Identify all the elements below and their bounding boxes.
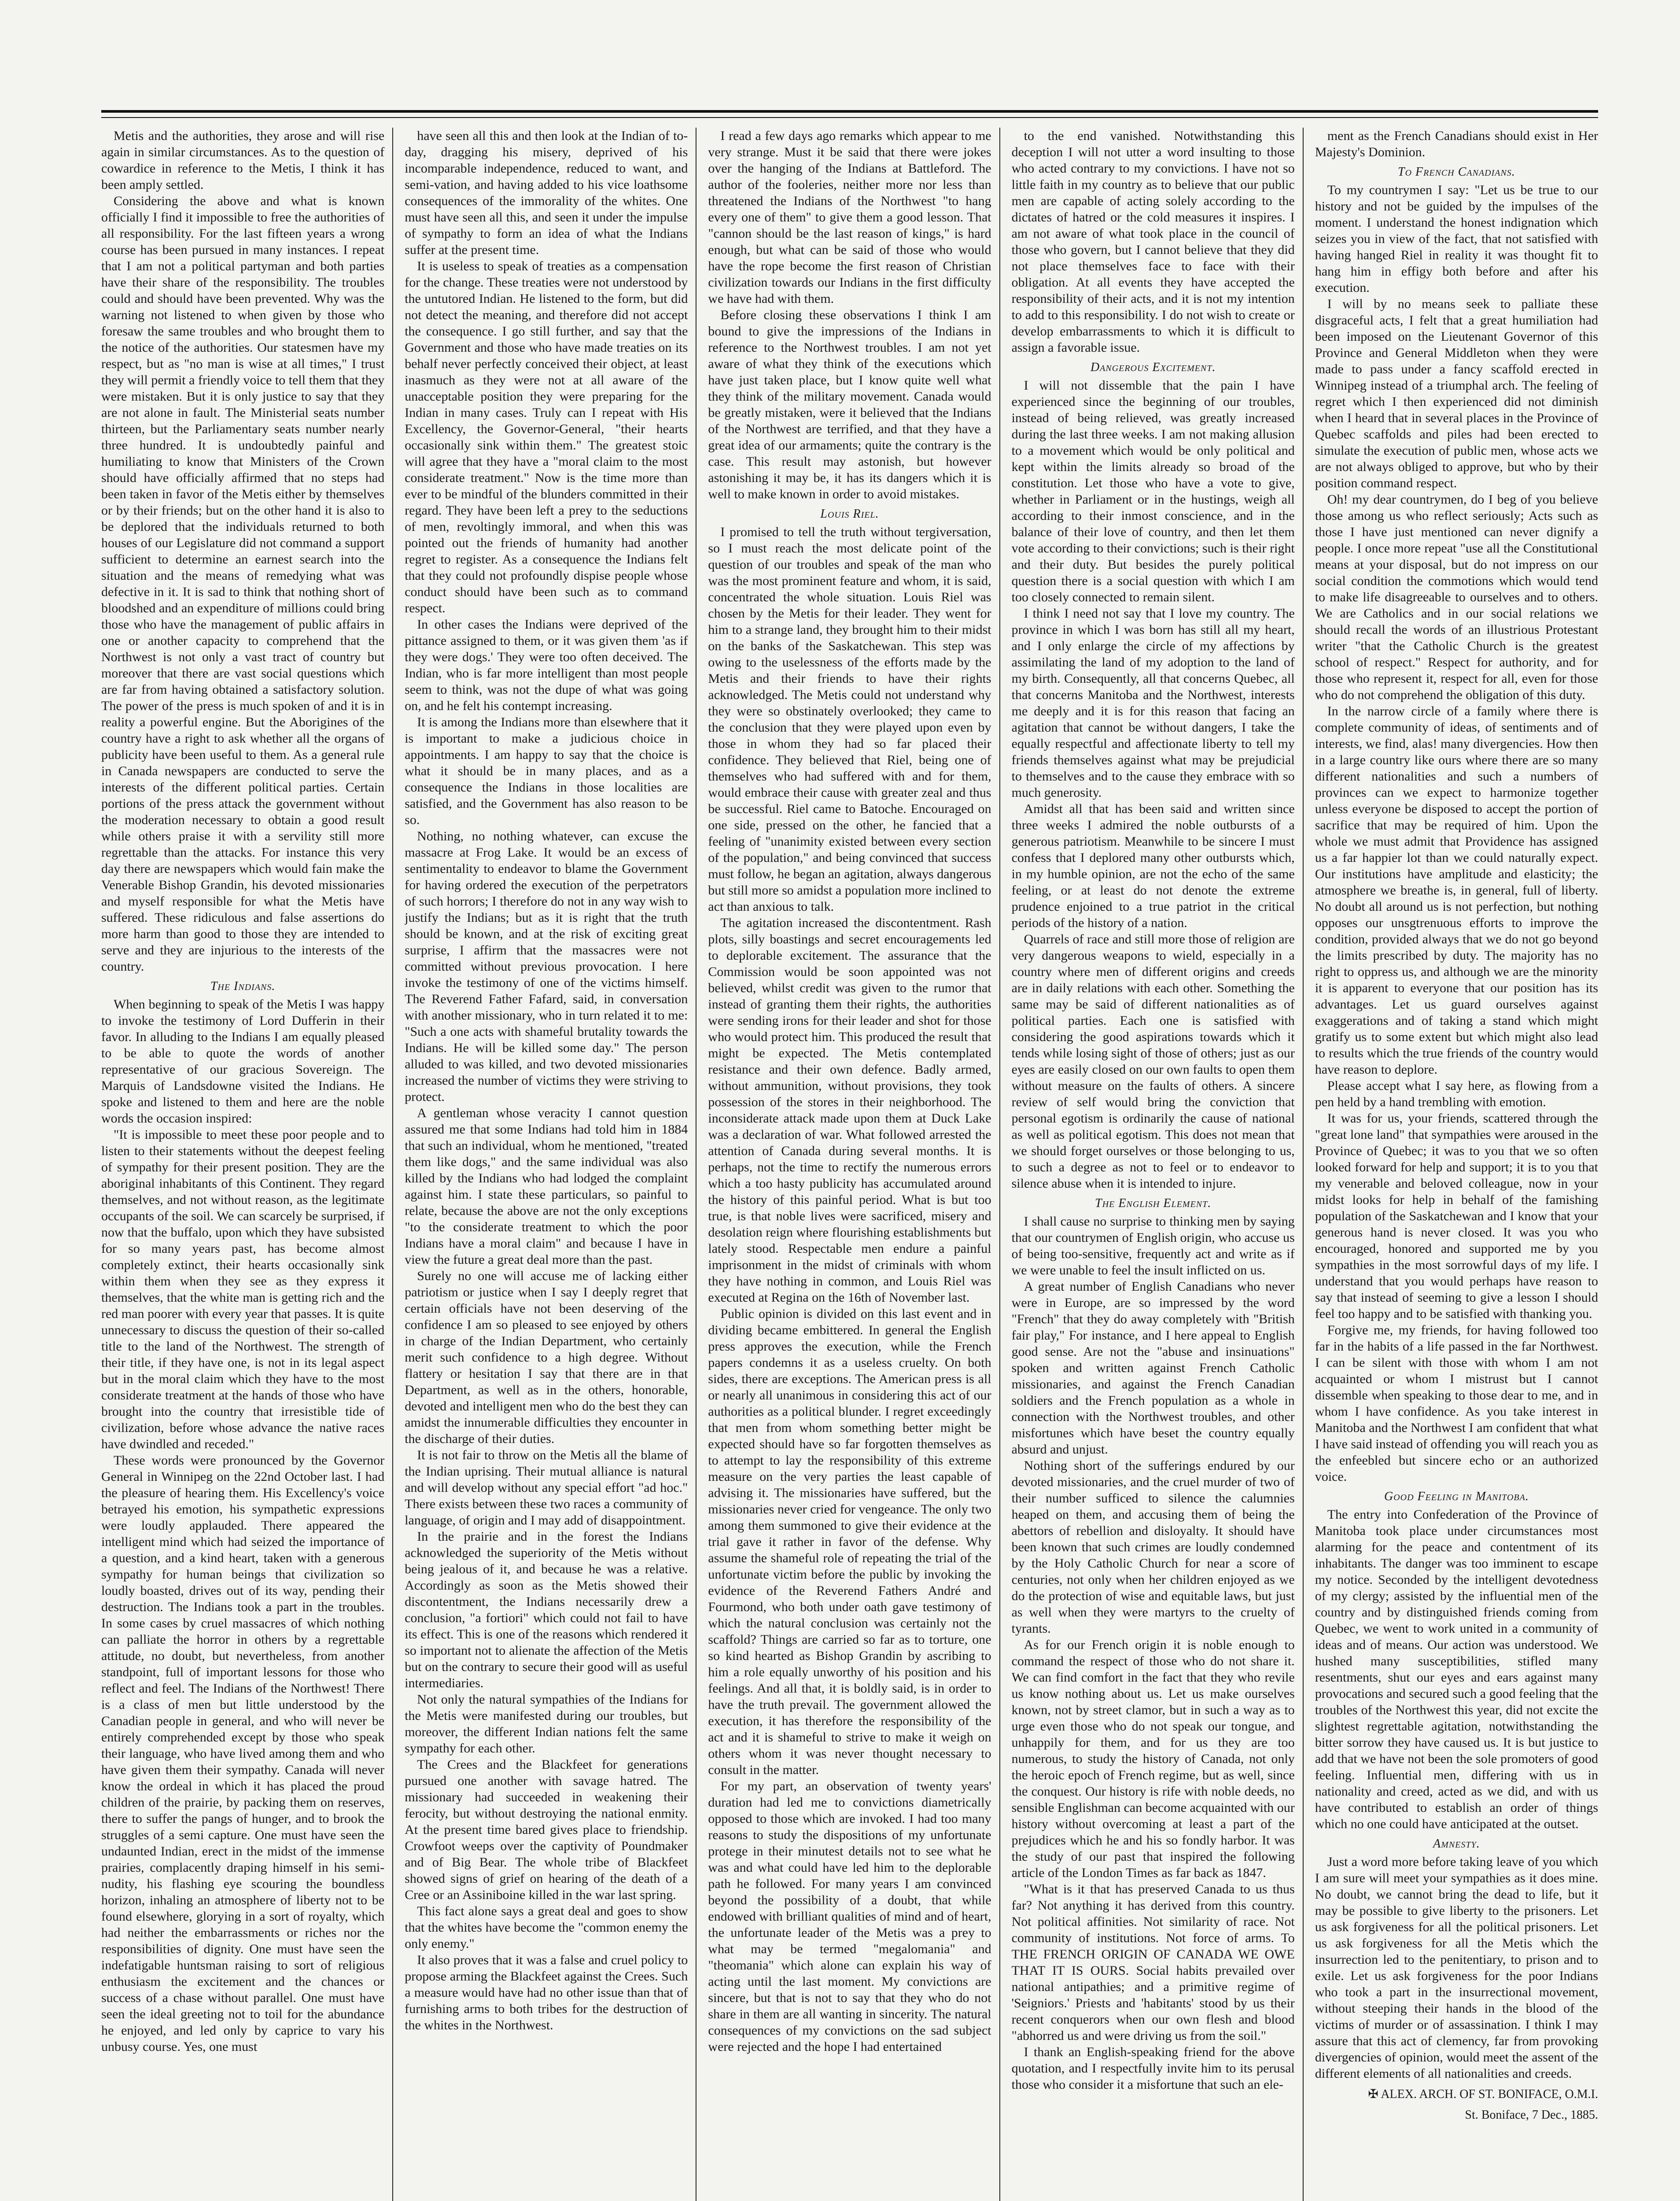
paragraph: In the narrow circle of a family where there is complete community of ideas, of sentiments and of interests, we find, alas! many divergencies. How then in a large country like ours where there are so many different nationalities and such a numbers of provinces can we expect to harmonize together unless everyone be disposed to accept the portion of sacrifice that may be required of him. Upon the whole we must admit that Providence has assigned us a far happier lot than we could naturally expect. Our institutions have amplitude and elasticity; the atmosphere we breathe is, in general, full of liberty. No doubt all around us is not perfection, but nothing opposes our unsgtrenuous efforts to improve the condition, provided always that we do not go beyond the limits prescribed by duty. The majority has no right to oppress us, and although we are the minority it is apparent to everyone that our position has its advantages. Let us guard ourselves against exaggerations and of taking a stand which might gratify us to some extent but which might also lead to results which the true friends of the country would have reason to deplore. — [1315, 704, 1599, 1077]
paragraph: This fact alone says a great deal and goes to show that the whites have become the "common enemy the only enemy." — [405, 1904, 688, 1951]
paragraph: have seen all this and then look at the Indian of to-day, dragging his misery, deprived of his incomparable independence, reduced to want, and semi-vation, and having added to his vice loathsome consequences of the immorality of the whites. One must have seen all this, and seen it under the impulse of sympathy to form an idea of what the Indians suffer at the present time. — [405, 129, 688, 257]
paragraph: Oh! my dear countrymen, do I beg of you believe those among us who reflect seriously; Acts such as those I have just mentioned can never dignify a people. I once more repeat "use all the Constitutional means at your disposal, but do not impress on our social condition the commotions which would tend to make life disagreeable to ourselves and to others. We are Catholics and in our social relations we should recall the words of an illustrious Protestant writer "that the Catholic Church is the greatest school of respect." Respect for authority, and for those who represent it, respect for all, even for those who do not comprehend the obligation of this duty. — [1315, 492, 1599, 702]
paragraph: These words were pronounced by the Governor General in Winnipeg on the 22nd October last. I had the pleasure of hearing them. His Excellency's voice betrayed his emotion, his sympathetic expressions were loudly applauded. There appeared the intelligent mind which had seized the importance of a question, and a kind heart, taken with a generous sympathy for human beings that civilization so loudly boasted, drives out of its way, pending their destruction. The Indians took a part in the troubles. In some cases by cruel massacres of which nothing can palliate the horror in others by a regrettable attitude, no doubt, but nevertheless, from another standpoint, full of important lessons for those who reflect and feel. The Indians of the Northwest! There is a class of men but little understood by the Canadian people in general, and who will never be entirely comprehended except by those who speak their language, who have lived among them and who have given them their sympathy. Canada will never know the ordeal in which it has placed the proud children of the prairie, by packing them on reserves, there to suffer the pangs of hunger, and to brook the struggles of a semi capture. One must have seen the undaunted Indian, erect in the midst of the immense prairies, complacently draping himself in his semi-nudity, his flashing eye scouring the boundless horizon, inhaling an atmosphere of liberty not to be found elsewhere, glorying in a sort of royalty, which had neither the embarrassments or riches nor the responsibilities of dignity. One must have seen the indefatigable huntsman raising to sort of religious enthusiasm the excitement and the chances or success of a chase without parallel. One must have seen the ideal greeting not to toil for the abundance he enjoyed, and led only by caprice to vary his unbusy course. Yes, one must — [101, 1453, 385, 2054]
paragraph: Public opinion is divided on this last event and in dividing became embittered. In general the English press approves the execution, while the French papers condemns it as a useless cruelty. On both sides, there are exceptions. The American press is all or nearly all unanimous in considering this act of our authorities as a political blunder. I regret exceedingly that men from whom something better might be expected should have so far forgotten themselves as to attempt to lay the responsibility of this extreme measure on the very parties the least capable of advising it. The missionaries have suffered, but the missionaries never cried for vengeance. The only two among them summoned to give their evidence at the trial gave it rather in favor of the defense. Why assume the shameful role of repeating the trial of the unfortunate victim before the public by invoking the evidence of the Reverend Fathers André and Fourmond, who both under oath gave testimony of which the natural conclusion was certainly not the scaffold? Things are carried so far as to torture, one so kind hearted as Bishop Grandin by ascribing to him a role equally unworthy of his position and his feelings. And all that, it is boldly said, is in order to have the truth prevail. The government allowed the execution, it has therefore the responsibility of the act and it is shameful to strive to make it weigh on others whom it was never thought necessary to consult in the matter. — [708, 1307, 991, 1777]
column-3 — [708, 128, 1000, 2201]
paragraph: It also proves that it was a false and cruel policy to propose arming the Blackfeet against the Crees. Such a measure would have had no other issue than that of furnishing arms to both tribes for the destruction of the whites in the Northwest. — [405, 1953, 688, 2032]
column-4 — [1012, 128, 1304, 2201]
paragraph: Surely no one will accuse me of lacking either patriotism or justice when I say I deeply regret that certain officials have not been deserving of the confidence I am so pleased to see enjoyed by others in charge of the Indian Department, who certainly merit such confidence to a high degree. Without flattery or hesitation I say that there are in that Department, as well as in the others, honorable, devoted and intelligent men who do the best they can amidst the innumerable difficulties they encounter in the discharge of their duties. — [405, 1269, 688, 1446]
paragraph: Just a word more before taking leave of you which I am sure will meet your sympathies as it does mine. No doubt, we cannot bring the dead to life, but it may be possible to give liberty to the prisoners. Let us ask forgiveness for all the political prisoners. Let us ask forgiveness for all the Metis which the insurrection led to the penitentiary, to prison and to exile. Let us ask forgiveness for the poor Indians who took a part in the insurrectional movement, without steeping their hands in the blood of the victims of murder or of assassination. I think I may assure that this act of clemency, far from provoking divergencies of opinion, would meet the assent of the different elements of all nationalities and creeds. — [1315, 1855, 1599, 2081]
paragraph: I shall cause no surprise to thinking men by saying that our countrymen of English origin, who accuse us of being too-sensitive, frequently act and write as if we were unable to feel the insult inflicted on us. — [1011, 1214, 1295, 1277]
section-heading: Dangerous Excitement. — [1090, 361, 1216, 374]
paragraph: "What is it that has preserved Canada to us thus far? Not anything it has derived from this country. Not political affinities. Not similarity of race. Not community of institutions. Not force of arms. To THE FRENCH ORIGIN OF CANADA WE OWE THAT IT IS OURS. Social habits prevailed over national antipathies; and a primitive regime of 'Seigniors.' Priests and 'habitants' stood by us their recent conquerors when our own flesh and blood "abhorred us and were driving us from the soil." — [1011, 1882, 1295, 2043]
paragraph: Please accept what I say here, as flowing from a pen held by a hand trembling with emotion. — [1315, 1078, 1599, 1109]
paragraph: The Crees and the Blackfeet for generations pursued one another with savage hatred. The missionary had succeeded in weakening their ferocity, but without destroying the national enmity. At the present time bared gives place to friendship. Crowfoot weeps over the captivity of Poundmaker and of Big Bear. The whole tribe of Blackfeet showed signs of grief on hearing of the death of a Cree or an Assiniboine killed in the war last spring. — [405, 1757, 688, 1902]
paragraph: Not only the natural sympathies of the Indians for the Metis were manifested during our troubles, but moreover, the different Indian nations felt the same sympathy for each other. — [405, 1692, 688, 1756]
paragraph: I read a few days ago remarks which appear to me very strange. Must it be said that there were jokes over the hanging of the Indians at Battleford. The author of the fooleries, neither more nor less than threatened the Indians of the Northwest "to hang every one of them" to give them a good lesson. That "cannon should be the last reason of kings," is hard enough, but what can be said of those who would have the rope become the first reason of Christian civilization towards our Indians in the first difficulty we have had with them. — [708, 129, 991, 306]
paragraph: ment as the French Canadians should exist in Her Majesty's Dominion. — [1315, 129, 1599, 159]
column-2 — [405, 128, 696, 2201]
signature-line: St. Boniface, 7 Dec., 1885. — [1465, 2108, 1599, 2122]
paragraph: A gentleman whose veracity I cannot question assured me that some Indians had told him in 1884 that such an individual, whom he mentioned, "treated them like dogs," and the same individual was also killed by the Indians who had lodged the complaint against him. I state these particulars, so painful to relate, because the above are not the only exceptions "to the considerate treatment to which the poor Indians have a moral claim" and because I have in view the future a great deal more than the past. — [405, 1106, 688, 1267]
section-heading: Good Feeling in Manitoba. — [1384, 1490, 1529, 1503]
section-heading: To French Canadians. — [1398, 165, 1515, 179]
paragraph: Amidst all that has been said and written since three weeks I admired the noble outbursts of a generous patriotism. Meanwhile to be sincere I must confess that I deplored many other outbursts which, in my humble opinion, are not the echo of the same feeling, or at least do not denote the extreme prudence enjoined to a true patriot in the critical periods of the history of a nation. — [1011, 802, 1295, 930]
paragraph: To my countrymen I say: "Let us be true to our history and not be guided by the impulses of the moment. I understand the honest indignation which seizes you in view of the fact, that not satisfied with having hanged Riel in reality it was thought fit to hang him in effigy both before and after his execution. — [1315, 183, 1599, 295]
paragraph: Before closing these observations I think I am bound to give the impressions of the Indians in reference to the Northwest troubles. I am not yet aware of what they think of the executions which have just taken place, but I know quite well what they think of the military movement. Canada would be greatly mistaken, were it believed that the Indians of the Northwest are terrified, and that they have a great idea of our armaments; quite the contrary is the case. This result may astonish, but however astonishing it may be, it has its dangers which it is well to make known in order to avoid mistakes. — [708, 308, 991, 501]
paragraph: When beginning to speak of the Metis I was happy to invoke the testimony of Lord Dufferin in their favor. In alluding to the Indians I am equally pleased to be able to quote the words of another representative of our gracious Sovereign. The Marquis of Landsdowne visited the Indians. He spoke and listened to them and here are the noble words the occasion inspired: — [101, 997, 385, 1126]
section-heading: The Indians. — [210, 979, 276, 993]
newspaper-page — [101, 110, 1598, 2201]
top-rule — [101, 110, 1598, 118]
paragraph: As for our French origin it is noble enough to command the respect of those who do not share it. We can find comfort in the fact that they who revile us know nothing about us. Let us make ourselves known, not by street clamor, but in such a way as to urge even those who do not speak our tongue, and unhappily for them, and for us they are too numerous, to study the history of Canada, not only the heroic epoch of French regime, but as well, since the conquest. Our history is rife with noble deeds, no sensible Englishman can become acquainted with our history without overcoming at least a part of the prejudices which he and his so fondly harbor. It was the study of our past that inspired the following article of the London Times as far back as 1847. — [1011, 1638, 1295, 1880]
paragraph: Metis and the authorities, they arose and will rise again in similar circumstances. As to the question of cowardice in reference to the Metis, I think it has been amply settled. — [101, 129, 385, 192]
paragraph: For my part, an observation of twenty years' duration had led me to convictions diametrically opposed to those which are invoked. I had too many reasons to study the dispositions of my unfortunate protege in their minutest details not to see what he was and what could have led him to the deplorable path he followed. For many years I am convinced beyond the possibility of a doubt, that while endowed with brilliant qualities of mind and of heart, the unfortunate leader of the Metis was a prey to what may be termed "megalomania" and "theomania" which alone can explain his way of acting until the last moment. My convictions are sincere, but that is not to say that they who do not share in them are all wanting in sincerity. The natural consequences of my convictions on the sad subject were rejected and the hope I had entertained — [708, 1779, 991, 2054]
signature-line: ✠ ALEX. ARCH. OF ST. BONIFACE, O.M.I. — [1368, 2087, 1599, 2101]
paragraph: It is useless to speak of treaties as a compensation for the change. These treaties were not understood by the untutored Indian. He listened to the form, but did not detect the meaning, and therefore did not accept the consequence. I go still further, and say that the Government and those who have made treaties on its behalf never perfectly conceived their object, at least inasmuch as they were not at all aware of the unacceptable position they were preparing for the Indian in many cases. Truly can I repeat with His Excellency, the Governor-General, "their hearts occasionally sink within them." The greatest stoic will agree that they have a "moral claim to the most considerate treatment." Now is the time more than ever to be mindful of the blunders committed in their regard. They have been left a prey to the seductions of men, revoltingly immoral, and when this was pointed out the friends of humanity had another regret to register. As a consequence the Indians felt that they could not profoundly dispise people whose conduct should have been such as to command respect. — [405, 259, 688, 615]
paragraph: A great number of English Canadians who never were in Europe, are so impressed by the word "French" that they do away completely with "British fair play," For instance, and I here appeal to English good sense. Are not the "abuse and insinuations" spoken and written against French Catholic missionaries, and against the French Canadian soldiers and the French population as a whole in connection with the Northwest troubles, and other misfortunes which have beset the country equally absurd and unjust. — [1011, 1279, 1295, 1457]
column-1 — [101, 128, 393, 2201]
paragraph: I will not dissemble that the pain I have experienced since the beginning of our troubles, instead of being relieved, was greatly increased during the last three weeks. I am not making allusion to a movement which would be only political and kept within the limits already so broad of the constitution. Let those who have a vote to give, whether in Parliament or in the hustings, weigh all according to their inmost conscience, and in the balance of their love of country, and then let them vote according to their convictions; such is their right and their duty. But besides the purely political question there is a social question with which I am too closely connected to remain silent. — [1011, 378, 1295, 604]
section-heading: Louis Riel. — [820, 507, 879, 521]
paragraph: In other cases the Indians were deprived of the pittance assigned to them, or it was given them 'as if they were dogs.' They were too often deceived. The Indian, who is far more intelligent than most people seem to think, was not the dupe of what was going on, and he felt his contempt increasing. — [405, 617, 688, 713]
paragraph: It is not fair to throw on the Metis all the blame of the Indian uprising. Their mutual alliance is natural and will develop without any special effort "ad hoc." There exists between these two races a community of language, of origin and I may add of disappointment. — [405, 1448, 688, 1527]
columns-container — [101, 128, 1598, 2201]
paragraph: The entry into Confederation of the Province of Manitoba took place under circumstances most alarming for the peace and contentment of its inhabitants. The danger was too imminent to escape my notice. Seconded by the intelligent devotedness of my clergy; assisted by the influential men of the country and by distinguished friends coming from Quebec, we went to work united in a community of ideas and of means. Our action was understood. We hushed many susceptibilities, stifled many resentments, shut our eyes and ears against many provocations and secured such a good feeling that the troubles of the Northwest this year, did not excite the slightest regrettable agitation, notwithstanding the bitter sorrow they have caused us. It is but justice to add that we have not been the sole promoters of good feeling. Influential men, differing with us in nationality and creed, acted as we did, and with us have contributed to establish an order of things which no one could have anticipated at the outset. — [1315, 1507, 1599, 1831]
paragraph: Nothing short of the sufferings endured by our devoted missionaries, and the cruel murder of two of their number sufficed to silence the calumnies heaped on them, and accusing them of being the abettors of rebellion and disloyalty. It should have been known that such crimes are loudly condemned by the Holy Catholic Church for near a score of centuries, not only when her children enjoyed as we do the protection of wise and equitable laws, but just as well when they were martyrs to the cruelty of tyrants. — [1011, 1458, 1295, 1636]
paragraph: I thank an English-speaking friend for the above quotation, and I respectfully invite him to its perusal those who consider it a misfortune that such an ele- — [1011, 2045, 1295, 2092]
paragraph: In the prairie and in the forest the Indians acknowledged the superiority of the Metis without being jealous of it, and because he was a relative. Accordingly as soon as the Metis showed their discontentment, the Indians necessarily drew a conclusion, "a fortiori" which could not fail to have its effect. This is one of the reasons which rendered it so important not to alienate the affection of the Metis but on the contrary to secure their good will as useful intermediaries. — [405, 1529, 688, 1690]
section-heading: Amnesty. — [1433, 1837, 1480, 1851]
paragraph: I promised to tell the truth without tergiversation, so I must reach the most delicate point of the question of our troubles and speak of the man who was the most prominent feature and whom, it is said, concentrated the whole situation. Louis Riel was chosen by the Metis for their leader. They went for him to a strange land, they brought him to their midst on the banks of the Saskatchewan. This step was owing to the uselessness of the efforts made by the Metis and their friends to have their rights acknowledged. The Metis could not understand why they were so obstinately overlooked; they came to the conclusion that they were played upon even by those in whom they had so far placed their confidence. They believed that Riel, being one of themselves who had suffered with and for them, would embrace their cause with greater zeal and thus be successful. Riel came to Batoche. Encouraged on one side, pressed on the other, he fancied that a feeling of "unanimity existed between every section of the population," and being convinced that success must follow, he began an agitation, always dangerous but still more so amidst a population more inclined to act than anxious to talk. — [708, 525, 991, 914]
paragraph: It is among the Indians more than elsewhere that it is important to make a judicious choice in appointments. I am happy to say that the choice is what it should be in many places, and as a consequence the Indians in those localities are satisfied, and the Government has also reason to be so. — [405, 715, 688, 827]
paragraph: Considering the above and what is known officially I find it impossible to free the authorities of all responsibility. For the last fifteen years a wrong course has been pursued in many instances. I repeat that I am not a political partyman and both parties have their share of the responsibility. The troubles could and should have been prevented. Why was the warning not listened to when given by those who foresaw the same troubles and who brought them to the notice of the authorities. Our statesmen have my respect, but as "no man is wise at all times," I trust they will permit a friendly voice to tell them that they were mistaken. But it is only justice to say that they are not alone in fault. The Ministerial seats number thirteen, but the Parliamentary seats number nearly three hundred. It is undoubtedly painful and humiliating to know that Ministers of the Crown should have officially affirmed that no steps had been taken in favor of the Metis either by themselves or by their friends; but on the other hand it is also to be deplored that the individuals returned to both houses of our Legislature did not command a support sufficient to determine an earnest search into the situation and the means of remedying what was defective in it. It is sad to think that nothing short of bloodshed and an expenditure of millions could bring those who have the management of public affairs in one or another capacity to comprehend that the Northwest is not only a vast tract of country but moreover that there are vast social questions which are far from having obtained a satisfactory solution. The power of the press is much spoken of and it is in reality a powerful engine. But the Aborigines of the country have a right to ask whether all the organs of publicity have been useful to them. As a general rule in Canada newspapers are conducted to serve the interests of the different political parties. Certain portions of the press attack the government without the moderation necessary to obtain a good result while others praise it with a servility still more regrettable than the attacks. For instance this very day there are newspapers which would fain make the Venerable Bishop Grandin, his devoted missionaries and myself responsible for what the Metis have suffered. These ridiculous and false assertions do more harm than good to those they are intended to serve and they are injurious to the interests of the country. — [101, 194, 385, 974]
section-heading: The English Element. — [1095, 1196, 1212, 1210]
paragraph: It was for us, your friends, scattered through the "great lone land" that sympathies were aroused in the Province of Quebec; it was to you that we so often looked forward for help and support; it is to you that my venerable and beloved colleague, now in your midst looks for help in behalf of the famishing population of the Saskatchewan and I know that your generous hand is never closed. It was you who encouraged, honored and supported me by you sympathies in the most sorrowful days of my life. I understand that you would perhaps have reason to say that instead of seeming to give a lesson I should feel too happy and to be satisfied with thanking you. — [1315, 1111, 1599, 1321]
paragraph: I think I need not say that I love my country. The province in which I was born has still all my heart, and I only enlarge the circle of my affections by assimilating the land of my adoption to the land of my birth. Consequently, all that concerns Quebec, all that concerns Manitoba and the Northwest, interests me deeply and it is for this reason that facing an agitation that cannot be without dangers, I take the equally respectful and affectionate liberty to tell my friends themselves against what may be prejudicial to themselves and to the cause they embrace with so much generosity. — [1011, 606, 1295, 800]
column-5 — [1315, 128, 1598, 2201]
paragraph: I will by no means seek to palliate these disgraceful acts, I felt that a great humiliation had been imposed on the Lieutenant Governor of this Province and General Middleton when they were made to pass under a fancy scaffold erected in Winnipeg instead of a triumphal arch. The feeling of regret which I then experienced did not diminish when I heard that in several places in the Province of Quebec scaffolds and piles had been erected to simulate the execution of public men, whose acts we are not always obliged to approve, but who by their position command respect. — [1315, 297, 1599, 490]
paragraph: The agitation increased the discontentment. Rash plots, silly boastings and secret encouragements led to deplorable excitement. The assurance that the Commission would be soon appointed was not believed, whilst credit was given to the rumor that instead of granting them their rights, the authorities were sending irons for their leader and shot for those who would protect him. This produced the result that might be expected. The Metis contemplated resistance and their own defence. Badly armed, without ammunition, without provisions, they took possession of the stores in their neighborhood. The inconsiderate attack made upon them at Duck Lake was a declaration of war. What followed arrested the attention of Canada during several months. It is perhaps, not the time to rectify the numerous errors which a too hasty publicity has accumulated around the history of this painful period. What is but too true, is that noble lives were sacrificed, misery and desolation reign where flourishing establishments but lately stood. Respectable men endure a painful imprisonment in the midst of criminals with whom they have nothing in common, and Louis Riel was executed at Regina on the 16th of November last. — [708, 916, 991, 1305]
paragraph: to the end vanished. Notwithstanding this deception I will not utter a word insulting to those who acted contrary to my convictions. I have not so little faith in my country as to believe that our public men are capable of acting solely according to the dictates of hatred or the cold measures it inspires. I am not aware of what took place in the council of those who govern, but I cannot believe that they did not place themselves face to face with their obligation. At all events they have accepted the responsibility of their acts, and it is not my intention to add to this responsibility. I do not wish to create or develop embarrassments to which it is difficult to assign a favorable issue. — [1011, 129, 1295, 355]
paragraph: Forgive me, my friends, for having followed too far in the habits of a life passed in the far Northwest. I can be silent with those with whom I am not acquainted or whom I mistrust but I cannot dissemble when speaking to those dear to me, and in whom I have confidence. As you take interest in Manitoba and the Northwest I am confident that what I have said instead of offending you will reach you as the enfeebled but sincere echo or an authorized voice. — [1315, 1323, 1599, 1484]
paragraph: "It is impossible to meet these poor people and to listen to their statements without the deepest feeling of sympathy for their present position. They are the aboriginal inhabitants of this Continent. They regard themselves, and not without reason, as the legitimate occupants of the soil. We can scarcely be surprised, if now that the buffalo, upon which they have subsisted for so many years past, has become almost completely extinct, their hearts occasionally sink within them when they see as they express it themselves, that the white man is getting rich and the red man poorer with every year that passes. It is quite unnecessary to discuss the question of their so-called title to the land of the Northwest. The strength of their title, if they have one, is not in its legal aspect but in the moral claim which they have to the most considerate treatment at the hands of those who have brought into the country that irresistible tide of civilization, before whose advance the native races have dwindled and receded." — [101, 1127, 385, 1451]
paragraph: Nothing, no nothing whatever, can excuse the massacre at Frog Lake. It would be an excess of sentimentality to endeavor to blame the Government for having ordered the execution of the perpetrators of such horrors; I therefore do not in any way wish to justify the Indians; but as it is right that the truth should be known, and at the risk of exciting great surprise, I affirm that the massacres were not committed without previous provocation. I here invoke the testimony of one of the victims himself. The Reverend Father Fafard, said, in conversation with another missionary, who in turn related it to me: "Such a one acts with shameful brutality towards the Indians. He will be killed some day." The person alluded to was killed, and two devoted missionaries increased the number of victims they were striving to protect. — [405, 829, 688, 1104]
paragraph: Quarrels of race and still more those of religion are very dangerous weapons to wield, especially in a country where men of different origins and creeds are in daily relations with each other. Something the same may be said of different nationalities as of political parties. Each one is satisfied with considering the good aspirations towards which it tends while losing sight of those of others; just as our eyes are easily closed on our own faults to open them without measure on the faults of others. A sincere review of self would bring the conviction that personal egotism is ordinarily the cause of national as well as political egotism. This does not mean that we should forget ourselves or those belonging to us, to such a degree as not to feel or to endeavor to silence abuse when it is intended to injure. — [1011, 932, 1295, 1191]
